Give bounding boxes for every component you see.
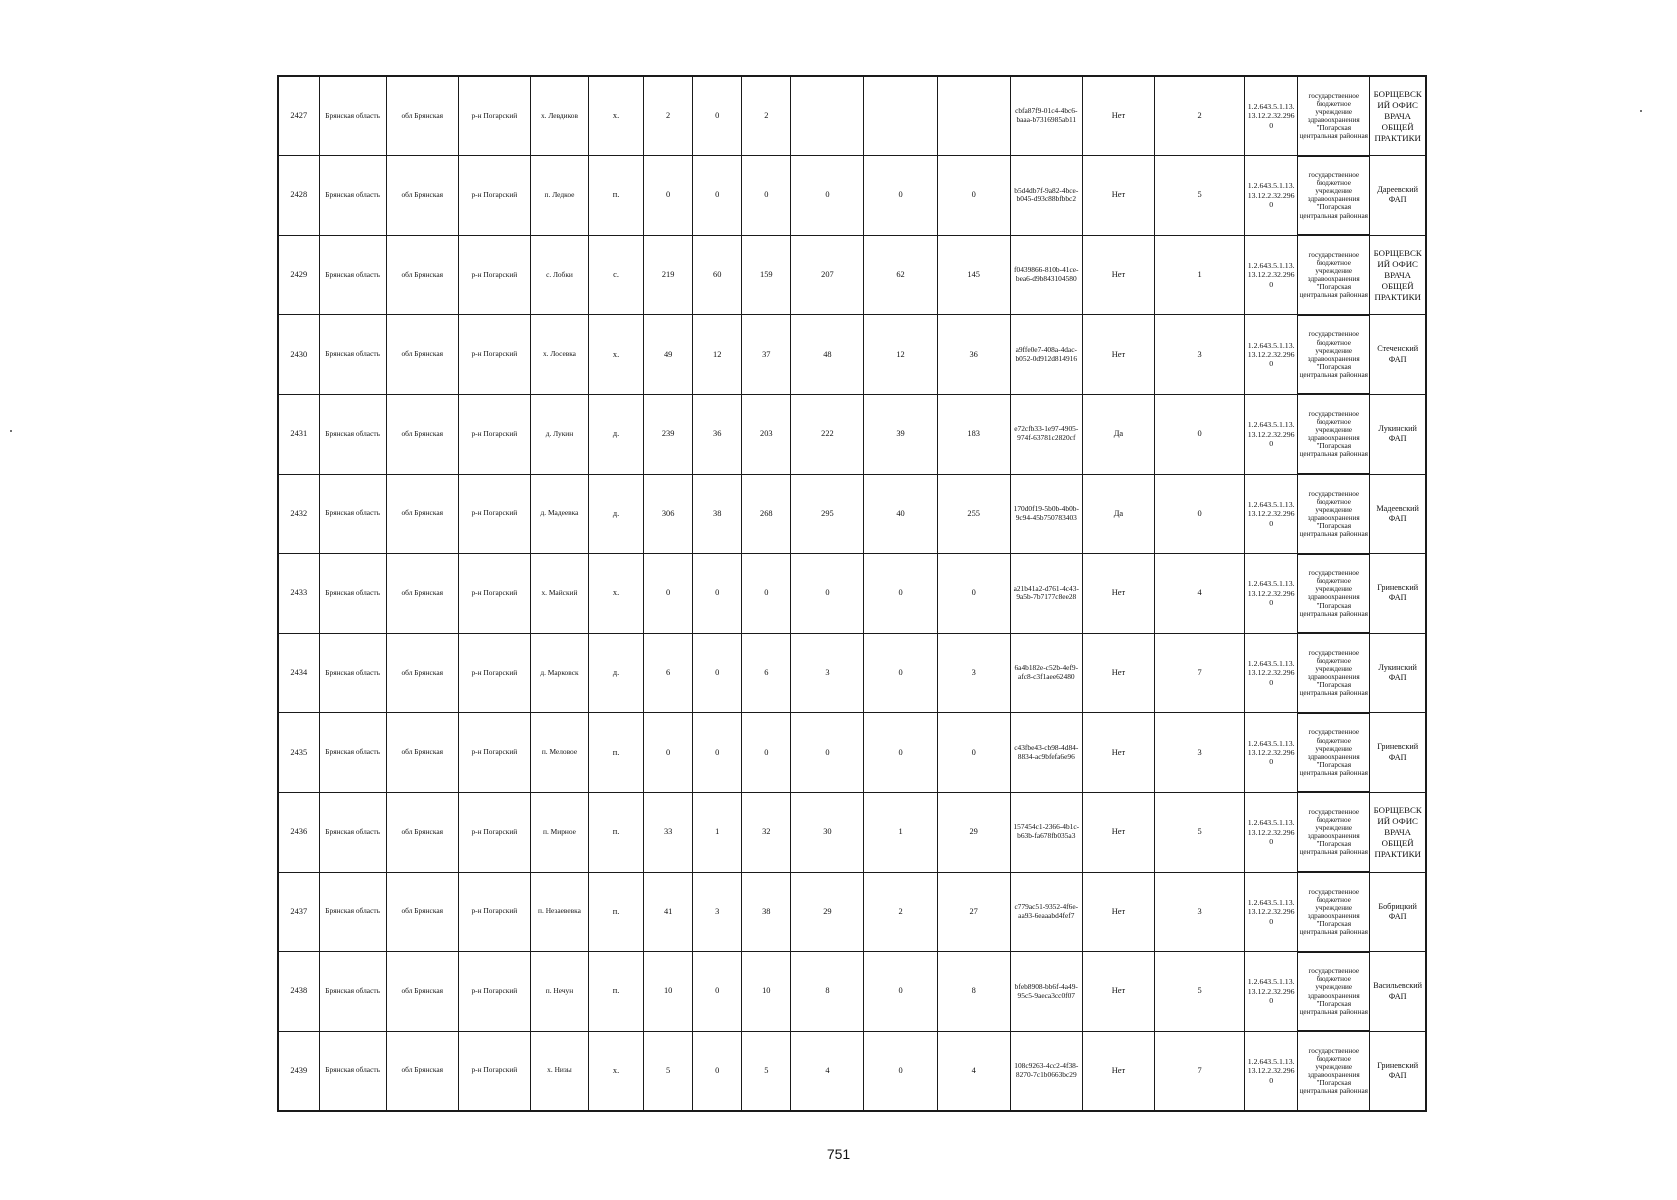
fias-guid-cell: c779ac51-9352-4f6e-aa93-6eaaabd4fef7 <box>1010 872 1082 952</box>
population-adults-cell: 203 <box>742 394 791 474</box>
oid-cell: 1.2.643.5.1.13.13.12.2.32.2960 <box>1245 156 1298 236</box>
flag-cell: Нет <box>1082 872 1154 952</box>
count-cell: 0 <box>864 952 937 1032</box>
count-cell: 0 <box>864 554 937 634</box>
settlement-type-cell: п. <box>589 952 644 1032</box>
organization-cell: государственное бюджетное учреждение здравоохранения "Погарская центральная районная <box>1298 633 1370 713</box>
count-cell: 48 <box>791 315 864 395</box>
population-children-cell: 0 <box>693 952 742 1032</box>
oid-cell: 1.2.643.5.1.13.13.12.2.32.2960 <box>1245 554 1298 634</box>
organization-cell: государственное бюджетное учреждение здравоохранения "Погарская центральная районная <box>1298 713 1370 793</box>
organization-cell: государственное бюджетное учреждение здравоохранения "Погарская центральная районная <box>1298 315 1370 395</box>
table-row <box>278 554 1426 634</box>
count-cell: 0 <box>791 156 864 236</box>
fias-guid-cell: cbfa87f9-01c4-4bc6-baaa-b7316985ab11 <box>1010 76 1082 156</box>
count-cell: 12 <box>864 315 937 395</box>
settlement-type-cell: д. <box>589 474 644 554</box>
oid-cell: 1.2.643.5.1.13.13.12.2.32.2960 <box>1245 872 1298 952</box>
oblast-cell: обл Брянская <box>386 1031 458 1111</box>
population-total-cell: 306 <box>644 474 693 554</box>
population-total-cell: 219 <box>644 235 693 315</box>
count-cell: 62 <box>864 235 937 315</box>
region-cell: Брянская область <box>319 1031 386 1111</box>
district-cell: р-н Погарский <box>458 713 530 793</box>
population-children-cell: 1 <box>693 792 742 872</box>
population-total-cell: 10 <box>644 952 693 1032</box>
table-row <box>278 315 1426 395</box>
row-id: 2435 <box>278 713 319 793</box>
oblast-cell: обл Брянская <box>386 713 458 793</box>
table-row <box>278 156 1426 236</box>
row-id: 2431 <box>278 394 319 474</box>
region-cell: Брянская область <box>319 76 386 156</box>
facility-cell: Гриневский ФАП <box>1370 554 1426 634</box>
flag-cell: Нет <box>1082 315 1154 395</box>
district-cell: р-н Погарский <box>458 792 530 872</box>
population-children-cell: 36 <box>693 394 742 474</box>
fias-guid-cell: c43fbe43-cb98-4d84-8834-ac9bfefa6e96 <box>1010 713 1082 793</box>
settlement-type-cell: х. <box>589 1031 644 1111</box>
population-total-cell: 33 <box>644 792 693 872</box>
count-cell: 0 <box>1154 394 1244 474</box>
fias-guid-cell: a21b41a2-d761-4c43-9a5b-7b7177c8ee28 <box>1010 554 1082 634</box>
count-cell: 0 <box>791 713 864 793</box>
settlement-cell: д. Марковск <box>530 633 588 713</box>
count-cell: 183 <box>937 394 1010 474</box>
count-cell: 0 <box>791 554 864 634</box>
row-id: 2433 <box>278 554 319 634</box>
oblast-cell: обл Брянская <box>386 315 458 395</box>
count-cell: 27 <box>937 872 1010 952</box>
flag-cell: Нет <box>1082 952 1154 1032</box>
settlement-cell: х. Майский <box>530 554 588 634</box>
flag-cell: Нет <box>1082 713 1154 793</box>
oblast-cell: обл Брянская <box>386 235 458 315</box>
organization-cell: государственное бюджетное учреждение здравоохранения "Погарская центральная районная <box>1298 76 1370 156</box>
population-children-cell: 0 <box>693 156 742 236</box>
organization-cell: государственное бюджетное учреждение здравоохранения "Погарская центральная районная <box>1298 156 1370 236</box>
count-cell: 2 <box>864 872 937 952</box>
count-cell: 36 <box>937 315 1010 395</box>
population-adults-cell: 5 <box>742 1031 791 1111</box>
settlement-type-cell: п. <box>589 713 644 793</box>
facility-cell: Лукинский ФАП <box>1370 394 1426 474</box>
count-cell: 8 <box>937 952 1010 1032</box>
population-children-cell: 12 <box>693 315 742 395</box>
flag-cell: Нет <box>1082 554 1154 634</box>
population-adults-cell: 37 <box>742 315 791 395</box>
oblast-cell: обл Брянская <box>386 554 458 634</box>
fias-guid-cell: f0439866-810b-41ce-bea6-d9b843104580 <box>1010 235 1082 315</box>
oblast-cell: обл Брянская <box>386 872 458 952</box>
region-cell: Брянская область <box>319 474 386 554</box>
count-cell: 207 <box>791 235 864 315</box>
settlement-cell: д. Мадеевка <box>530 474 588 554</box>
organization-cell: государственное бюджетное учреждение здравоохранения "Погарская центральная районная <box>1298 1031 1370 1111</box>
settlement-type-cell: х. <box>589 76 644 156</box>
population-children-cell: 3 <box>693 872 742 952</box>
table-body <box>278 76 1426 1111</box>
organization-cell: государственное бюджетное учреждение здравоохранения "Погарская центральная районная <box>1298 554 1370 634</box>
facility-cell: БОРЩЕВСКИЙ ОФИС ВРАЧА ОБЩЕЙ ПРАКТИКИ <box>1370 792 1426 872</box>
count-cell: 5 <box>1154 156 1244 236</box>
district-cell: р-н Погарский <box>458 235 530 315</box>
count-cell: 0 <box>864 633 937 713</box>
facility-cell: БОРЩЕВСКИЙ ОФИС ВРАЧА ОБЩЕЙ ПРАКТИКИ <box>1370 76 1426 156</box>
count-cell: 0 <box>864 713 937 793</box>
population-total-cell: 2 <box>644 76 693 156</box>
population-total-cell: 6 <box>644 633 693 713</box>
population-total-cell: 0 <box>644 713 693 793</box>
count-cell: 145 <box>937 235 1010 315</box>
oblast-cell: обл Брянская <box>386 474 458 554</box>
count-cell: 1 <box>1154 235 1244 315</box>
table-row <box>278 872 1426 952</box>
row-id: 2432 <box>278 474 319 554</box>
facility-cell: БОРЩЕВСКИЙ ОФИС ВРАЧА ОБЩЕЙ ПРАКТИКИ <box>1370 235 1426 315</box>
oid-cell: 1.2.643.5.1.13.13.12.2.32.2960 <box>1245 633 1298 713</box>
population-total-cell: 41 <box>644 872 693 952</box>
count-cell: 3 <box>1154 315 1244 395</box>
count-cell: 2 <box>1154 76 1244 156</box>
organization-cell: государственное бюджетное учреждение здравоохранения "Погарская центральная районная <box>1298 872 1370 952</box>
settlement-cell: х. Левдиков <box>530 76 588 156</box>
scan-speck <box>1640 110 1642 112</box>
settlement-type-cell: с. <box>589 235 644 315</box>
count-cell: 5 <box>1154 792 1244 872</box>
oid-cell: 1.2.643.5.1.13.13.12.2.32.2960 <box>1245 235 1298 315</box>
district-cell: р-н Погарский <box>458 474 530 554</box>
oblast-cell: обл Брянская <box>386 156 458 236</box>
table-row <box>278 952 1426 1032</box>
population-total-cell: 0 <box>644 156 693 236</box>
count-cell: 5 <box>1154 952 1244 1032</box>
population-children-cell: 0 <box>693 554 742 634</box>
population-adults-cell: 10 <box>742 952 791 1032</box>
facility-cell: Дареевский ФАП <box>1370 156 1426 236</box>
facility-cell: Стеченский ФАП <box>1370 315 1426 395</box>
settlement-cell: п. Ледкое <box>530 156 588 236</box>
oid-cell: 1.2.643.5.1.13.13.12.2.32.2960 <box>1245 792 1298 872</box>
oblast-cell: обл Брянская <box>386 792 458 872</box>
count-cell: 8 <box>791 952 864 1032</box>
table-row <box>278 713 1426 793</box>
organization-cell: государственное бюджетное учреждение здравоохранения "Погарская центральная районная <box>1298 394 1370 474</box>
oid-cell: 1.2.643.5.1.13.13.12.2.32.2960 <box>1245 952 1298 1032</box>
settlement-cell: с. Лобки <box>530 235 588 315</box>
settlement-type-cell: п. <box>589 792 644 872</box>
oid-cell: 1.2.643.5.1.13.13.12.2.32.2960 <box>1245 76 1298 156</box>
fias-guid-cell: 157454c1-2366-4b1c-b63b-fa678fb035a3 <box>1010 792 1082 872</box>
region-cell: Брянская область <box>319 952 386 1032</box>
row-id: 2427 <box>278 76 319 156</box>
count-cell: 39 <box>864 394 937 474</box>
table-row <box>278 76 1426 156</box>
population-adults-cell: 32 <box>742 792 791 872</box>
population-adults-cell: 6 <box>742 633 791 713</box>
count-cell: 0 <box>864 1031 937 1111</box>
count-cell: 255 <box>937 474 1010 554</box>
settlement-cell: х. Лосевка <box>530 315 588 395</box>
population-children-cell: 0 <box>693 633 742 713</box>
oblast-cell: обл Брянская <box>386 394 458 474</box>
settlement-cell: п. Нечун <box>530 952 588 1032</box>
count-cell: 0 <box>937 156 1010 236</box>
population-total-cell: 49 <box>644 315 693 395</box>
table-row <box>278 1031 1426 1111</box>
region-cell: Брянская область <box>319 315 386 395</box>
count-cell: 4 <box>937 1031 1010 1111</box>
flag-cell: Нет <box>1082 792 1154 872</box>
fias-guid-cell: 170d0f19-5b0b-4b0b-9c94-45b750783403 <box>1010 474 1082 554</box>
settlement-cell: п. Мирное <box>530 792 588 872</box>
facility-cell: Бобрицкий ФАП <box>1370 872 1426 952</box>
region-cell: Брянская область <box>319 156 386 236</box>
row-id: 2428 <box>278 156 319 236</box>
count-cell: 1 <box>864 792 937 872</box>
population-total-cell: 0 <box>644 554 693 634</box>
settlement-type-cell: д. <box>589 633 644 713</box>
facility-cell: Васильевский ФАП <box>1370 952 1426 1032</box>
region-cell: Брянская область <box>319 792 386 872</box>
district-cell: р-н Погарский <box>458 156 530 236</box>
table-row <box>278 474 1426 554</box>
facility-cell: Гриневский ФАП <box>1370 1031 1426 1111</box>
facility-cell: Лукинский ФАП <box>1370 633 1426 713</box>
oid-cell: 1.2.643.5.1.13.13.12.2.32.2960 <box>1245 1031 1298 1111</box>
population-adults-cell: 159 <box>742 235 791 315</box>
oblast-cell: обл Брянская <box>386 633 458 713</box>
count-cell: 30 <box>791 792 864 872</box>
count-cell: 3 <box>937 633 1010 713</box>
count-cell: 29 <box>937 792 1010 872</box>
count-cell: 7 <box>1154 1031 1244 1111</box>
count-cell: 4 <box>791 1031 864 1111</box>
row-id: 2430 <box>278 315 319 395</box>
flag-cell: Нет <box>1082 235 1154 315</box>
fias-guid-cell: 6a4b182e-c52b-4ef9-afc8-c3f1aee62480 <box>1010 633 1082 713</box>
count-cell: 7 <box>1154 633 1244 713</box>
oid-cell: 1.2.643.5.1.13.13.12.2.32.2960 <box>1245 713 1298 793</box>
count-cell: 0 <box>864 156 937 236</box>
district-cell: р-н Погарский <box>458 554 530 634</box>
fias-guid-cell: e72cfb33-1e97-4905-974f-63781c2820cf <box>1010 394 1082 474</box>
organization-cell: государственное бюджетное учреждение здравоохранения "Погарская центральная районная <box>1298 792 1370 872</box>
settlement-type-cell: п. <box>589 872 644 952</box>
table-row <box>278 394 1426 474</box>
settlement-type-cell: п. <box>589 156 644 236</box>
district-cell: р-н Погарский <box>458 633 530 713</box>
count-cell: 3 <box>1154 872 1244 952</box>
population-adults-cell: 0 <box>742 713 791 793</box>
region-cell: Брянская область <box>319 554 386 634</box>
region-cell: Брянская область <box>319 235 386 315</box>
population-children-cell: 38 <box>693 474 742 554</box>
population-children-cell: 0 <box>693 76 742 156</box>
count-cell <box>864 76 937 156</box>
flag-cell: Нет <box>1082 156 1154 236</box>
settlement-cell: п. Незаевевка <box>530 872 588 952</box>
fias-guid-cell: 108c9263-4cc2-4f38-8270-7c1b0663bc29 <box>1010 1031 1082 1111</box>
region-cell: Брянская область <box>319 713 386 793</box>
population-adults-cell: 0 <box>742 156 791 236</box>
count-cell: 4 <box>1154 554 1244 634</box>
organization-cell: государственное бюджетное учреждение здравоохранения "Погарская центральная районная <box>1298 952 1370 1032</box>
district-cell: р-н Погарский <box>458 952 530 1032</box>
oblast-cell: обл Брянская <box>386 952 458 1032</box>
population-total-cell: 239 <box>644 394 693 474</box>
district-cell: р-н Погарский <box>458 872 530 952</box>
count-cell: 40 <box>864 474 937 554</box>
district-cell: р-н Погарский <box>458 76 530 156</box>
region-cell: Брянская область <box>319 633 386 713</box>
flag-cell: Нет <box>1082 633 1154 713</box>
table-row <box>278 633 1426 713</box>
table-row <box>278 792 1426 872</box>
population-adults-cell: 2 <box>742 76 791 156</box>
district-cell: р-н Погарский <box>458 394 530 474</box>
fias-guid-cell: b5d4db7f-9a82-4bce-b045-d93c88bfbbc2 <box>1010 156 1082 236</box>
count-cell <box>937 76 1010 156</box>
row-id: 2437 <box>278 872 319 952</box>
settlement-type-cell: х. <box>589 554 644 634</box>
population-total-cell: 5 <box>644 1031 693 1111</box>
district-cell: р-н Погарский <box>458 315 530 395</box>
region-cell: Брянская область <box>319 394 386 474</box>
population-children-cell: 60 <box>693 235 742 315</box>
count-cell: 0 <box>937 713 1010 793</box>
settlement-type-cell: х. <box>589 315 644 395</box>
district-cell: р-н Погарский <box>458 1031 530 1111</box>
oblast-cell: обл Брянская <box>386 76 458 156</box>
row-id: 2436 <box>278 792 319 872</box>
flag-cell: Да <box>1082 474 1154 554</box>
row-id: 2429 <box>278 235 319 315</box>
fias-guid-cell: bfeb8908-bb6f-4a49-95c5-9aeca3cc0f07 <box>1010 952 1082 1032</box>
organization-cell: государственное бюджетное учреждение здравоохранения "Погарская центральная районная <box>1298 474 1370 554</box>
scan-speck <box>10 430 12 432</box>
count-cell: 3 <box>1154 713 1244 793</box>
count-cell <box>791 76 864 156</box>
flag-cell: Да <box>1082 394 1154 474</box>
facility-cell: Гриневский ФАП <box>1370 713 1426 793</box>
row-id: 2434 <box>278 633 319 713</box>
count-cell: 0 <box>937 554 1010 634</box>
table-row <box>278 235 1426 315</box>
page-number: 751 <box>826 1146 851 1162</box>
population-children-cell: 0 <box>693 1031 742 1111</box>
settlement-register-table <box>277 75 1427 1112</box>
count-cell: 29 <box>791 872 864 952</box>
flag-cell: Нет <box>1082 1031 1154 1111</box>
region-cell: Брянская область <box>319 872 386 952</box>
population-adults-cell: 0 <box>742 554 791 634</box>
settlement-cell: п. Меловое <box>530 713 588 793</box>
oid-cell: 1.2.643.5.1.13.13.12.2.32.2960 <box>1245 315 1298 395</box>
population-children-cell: 0 <box>693 713 742 793</box>
row-id: 2439 <box>278 1031 319 1111</box>
count-cell: 3 <box>791 633 864 713</box>
oid-cell: 1.2.643.5.1.13.13.12.2.32.2960 <box>1245 394 1298 474</box>
population-adults-cell: 268 <box>742 474 791 554</box>
oid-cell: 1.2.643.5.1.13.13.12.2.32.2960 <box>1245 474 1298 554</box>
flag-cell: Нет <box>1082 76 1154 156</box>
settlement-cell: х. Низы <box>530 1031 588 1111</box>
count-cell: 295 <box>791 474 864 554</box>
row-id: 2438 <box>278 952 319 1032</box>
fias-guid-cell: a9ffe0e7-408a-4dac-b052-0d912d814916 <box>1010 315 1082 395</box>
settlement-cell: д. Лукин <box>530 394 588 474</box>
count-cell: 222 <box>791 394 864 474</box>
settlement-type-cell: д. <box>589 394 644 474</box>
facility-cell: Мадеевский ФАП <box>1370 474 1426 554</box>
organization-cell: государственное бюджетное учреждение здравоохранения "Погарская центральная районная <box>1298 235 1370 315</box>
count-cell: 0 <box>1154 474 1244 554</box>
population-adults-cell: 38 <box>742 872 791 952</box>
